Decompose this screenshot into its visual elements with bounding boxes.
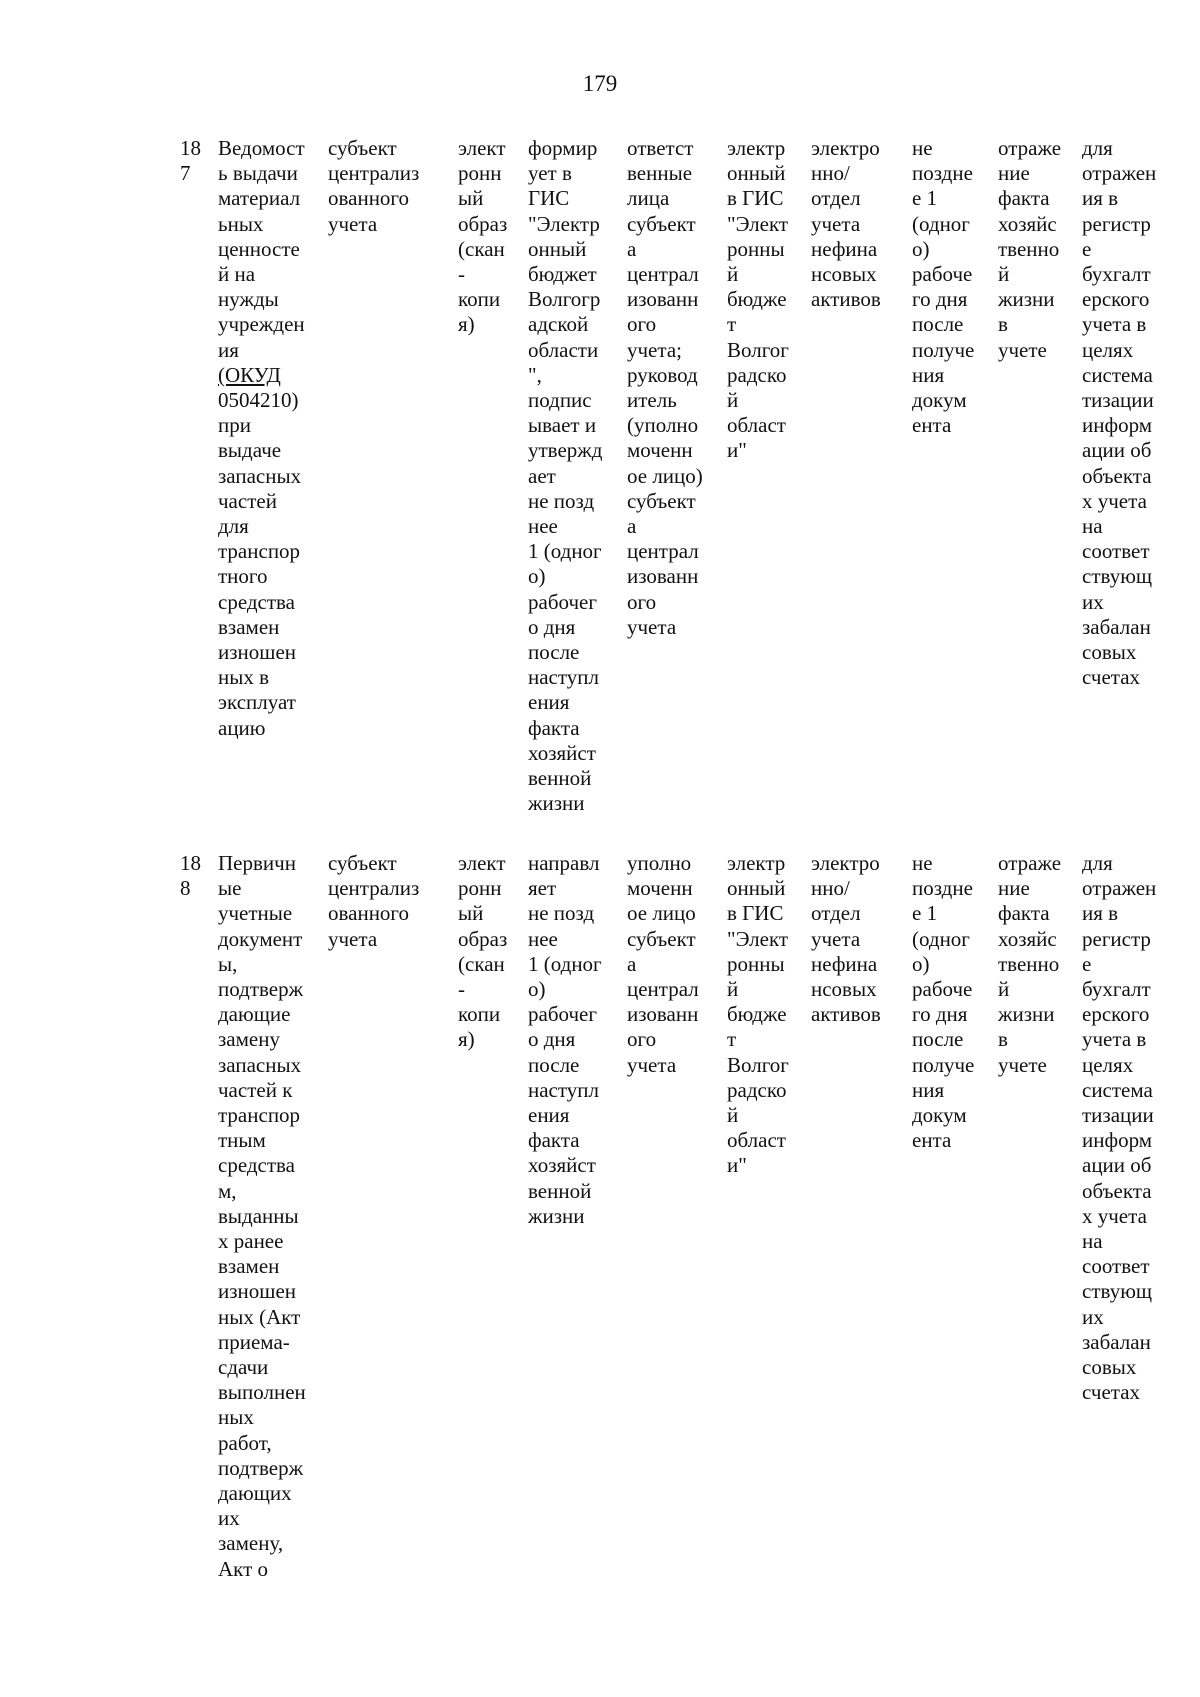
document-form: элект ронн ый образ (скан - копи я): [458, 136, 508, 337]
okud-code: (ОКУД: [218, 362, 281, 387]
storage-location: электр онный в ГИС "Элект ронны й бюдже т Волгог радско й област и": [727, 136, 789, 463]
accounting-reflection: отраже ние факта хозяйс твенно й жизни в учете: [998, 136, 1062, 362]
receiving-department: электро нно/ отдел учета нефина нсовых активов: [811, 851, 881, 1027]
purpose: для отражен ия в регистр е бухгалт ерского учета в целях система тизации информ ации об объекта х учета на соответ ствующ их забалан совых счетах: [1082, 136, 1157, 690]
accounting-reflection: отраже ние факта хозяйс твенно й жизни в учете: [998, 851, 1062, 1077]
document-name-text: Ведомост ь выдачи материал ьных ценносте й на нужды учрежден ия: [218, 136, 305, 362]
responsible-persons: ответст венные лица субъект а централ изованн ого учета; руковод итель (уполно моченн ое лицо) субъект а централ изованн ого учета: [627, 136, 703, 639]
document-name: [218, 136, 305, 741]
page-number: 179: [582, 71, 618, 96]
document-name-text: Первичн ые учетные документ ы, подтверж дающие замену запасных частей к транспор тным средства м, выданны х ранее взамен изношен ных (Акт приема- сдачи выполнен ных работ, подтверж дающих их замену, Акт о: [218, 851, 306, 1581]
responsible-entity: субъект централиз ованного учета: [328, 851, 420, 951]
procedure: формир ует в ГИС "Электр онный бюджет Волгогр адской области ", подпис ывает и утвержд ает не позд нее 1 (одног о) рабочег о дня после наступл ения факта хозяйст венной жизни: [528, 136, 603, 816]
responsible-entity: субъект централиз ованного учета: [328, 136, 420, 236]
row-number: 18 8: [180, 851, 201, 901]
purpose: для отражен ия в регистр е бухгалт ерского учета в целях система тизации информ ации об объекта х учета на соответ ствующ их забалан совых счетах: [1082, 851, 1157, 1405]
document-name-text-cont: 0504210) при выдаче запасных частей для транспор тного средства взамен изношен ных в эксплуат ацию: [218, 388, 302, 740]
row-number: 18 7: [180, 136, 201, 186]
deadline: не поздне е 1 (одног о) рабоче го дня после получе ния докум ента: [912, 136, 975, 438]
procedure: направл яет не позд нее 1 (одног о) рабочег о дня после наступл ения факта хозяйст венной жизни: [528, 851, 602, 1228]
responsible-persons: уполно моченн ое лицо субъект а централ изованн ого учета: [627, 851, 699, 1077]
receiving-department: электро нно/ отдел учета нефина нсовых активов: [811, 136, 881, 312]
deadline: не поздне е 1 (одног о) рабоче го дня после получе ния докум ента: [912, 851, 975, 1153]
document-name: [218, 851, 306, 1582]
document-form: элект ронн ый образ (скан - копи я): [458, 851, 508, 1052]
storage-location: электр онный в ГИС "Элект ронны й бюдже т Волгог радско й област и": [727, 851, 789, 1178]
